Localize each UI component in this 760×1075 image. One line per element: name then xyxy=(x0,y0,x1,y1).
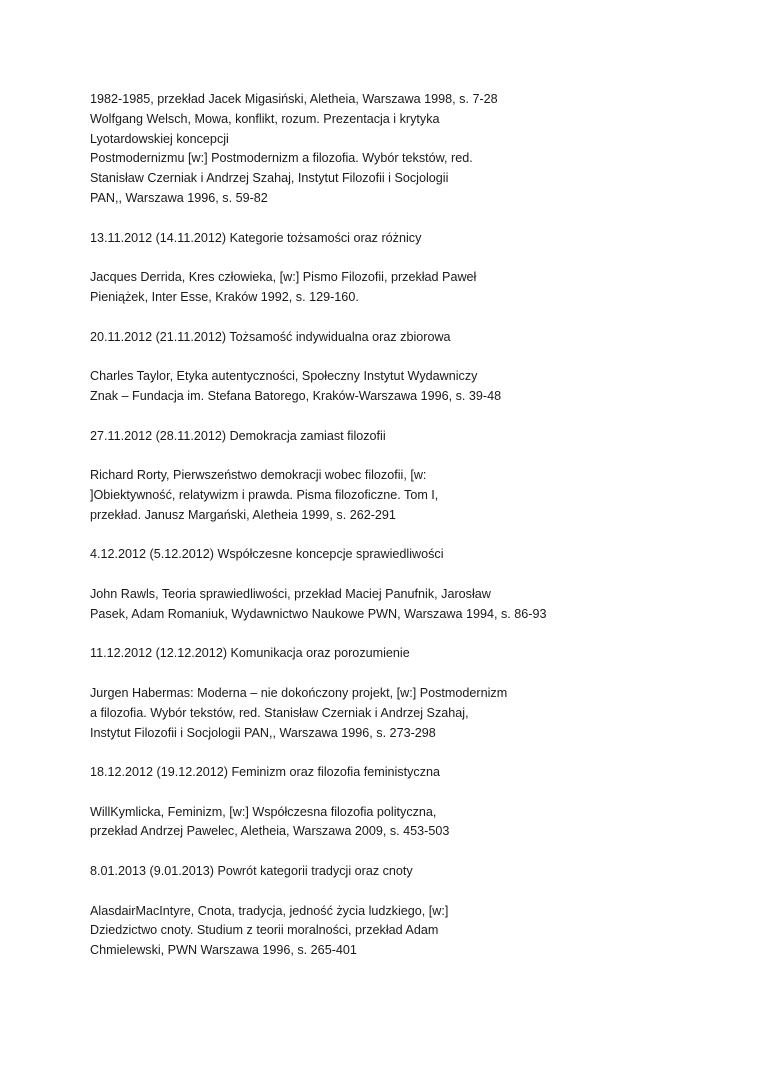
reference-line: Charles Taylor, Etyka autentyczności, Społeczny Instytut Wydawniczy xyxy=(90,369,478,384)
reference-line: ]Obiektywność, relatywizm i prawda. Pisma filozoficzne. Tom I, xyxy=(90,487,439,502)
paragraph-spacer xyxy=(90,347,730,367)
reading-reference xyxy=(90,585,730,625)
reference-line: Lyotardowskiej koncepcji xyxy=(90,131,229,146)
session-heading-line: 27.11.2012 (28.11.2012) Demokracja zamiast filozofii xyxy=(90,428,386,443)
paragraph-spacer xyxy=(90,248,730,268)
paragraph-spacer xyxy=(90,209,730,229)
reference-line: Jacques Derrida, Kres człowieka, [w:] Pismo Filozofii, przekład Paweł xyxy=(90,270,477,285)
session-heading xyxy=(90,427,730,447)
session-heading-line: 4.12.2012 (5.12.2012) Współczesne koncepcje sprawiedliwości xyxy=(90,547,444,562)
reference-line: Stanisław Czerniak i Andrzej Szahaj, Instytut Filozofii i Socjologii xyxy=(90,171,449,186)
reference-line: Pasek, Adam Romaniuk, Wydawnictwo Naukowe PWN, Warszawa 1994, s. 86-93 xyxy=(90,606,547,621)
reference-line: a filozofia. Wybór tekstów, red. Stanisław Czerniak i Andrzej Szahaj, xyxy=(90,705,469,720)
session-heading xyxy=(90,328,730,348)
paragraph-spacer xyxy=(90,842,730,862)
reference-line: Chmielewski, PWN Warszawa 1996, s. 265-401 xyxy=(90,943,357,958)
reference-line: Jurgen Habermas: Moderna – nie dokończony projekt, [w:] Postmodernizm xyxy=(90,685,508,700)
reference-line: 1982-1985, przekład Jacek Migasiński, Aletheia, Warszawa 1998, s. 7-28 xyxy=(90,92,498,106)
paragraph-spacer xyxy=(90,882,730,902)
session-heading-line: 13.11.2012 (14.11.2012) Kategorie tożsamości oraz różnicy xyxy=(90,230,422,245)
session-heading xyxy=(90,644,730,664)
reference-line: AlasdairMacIntyre, Cnota, tradycja, jedność życia ludzkiego, [w:] xyxy=(90,903,449,918)
reference-line: Instytut Filozofii i Socjologii PAN,, Warszawa 1996, s. 273-298 xyxy=(90,725,436,740)
paragraph-spacer xyxy=(90,407,730,427)
paragraph-spacer xyxy=(90,308,730,328)
reference-line: Pieniążek, Inter Esse, Kraków 1992, s. 129-160. xyxy=(90,289,359,304)
reference-line: przekład Andrzej Pawelec, Aletheia, Warszawa 2009, s. 453-503 xyxy=(90,824,450,839)
session-heading-line: 18.12.2012 (19.12.2012) Feminizm oraz filozofia feministyczna xyxy=(90,765,441,780)
reference-line: Dziedzictwo cnoty. Studium z teorii moralności, przekład Adam xyxy=(90,923,439,938)
session-heading-line: 8.01.2013 (9.01.2013) Powrót kategorii tradycji oraz cnoty xyxy=(90,864,413,879)
reading-reference xyxy=(90,90,730,209)
reference-line: przekład. Janusz Margański, Aletheia 1999, s. 262-291 xyxy=(90,507,396,522)
syllabus-reading-list xyxy=(90,90,730,961)
reference-line: Wolfgang Welsch, Mowa, konflikt, rozum. Prezentacja i krytyka xyxy=(90,111,440,126)
paragraph-spacer xyxy=(90,446,730,466)
paragraph-spacer xyxy=(90,743,730,763)
reading-reference xyxy=(90,268,730,308)
reading-reference xyxy=(90,902,730,961)
paragraph-spacer xyxy=(90,664,730,684)
reference-line: John Rawls, Teoria sprawiedliwości, przekład Maciej Panufnik, Jarosław xyxy=(90,586,491,601)
paragraph-spacer xyxy=(90,625,730,645)
session-heading xyxy=(90,862,730,882)
reference-line: Postmodernizmu [w:] Postmodernizm a filozofia. Wybór tekstów, red. xyxy=(90,151,473,166)
session-heading-line: 20.11.2012 (21.11.2012) Tożsamość indywidualna oraz zbiorowa xyxy=(90,329,451,344)
reading-reference xyxy=(90,803,730,843)
session-heading-line: 11.12.2012 (12.12.2012) Komunikacja oraz porozumienie xyxy=(90,646,410,661)
paragraph-spacer xyxy=(90,526,730,546)
paragraph-spacer xyxy=(90,565,730,585)
session-heading xyxy=(90,545,730,565)
session-heading xyxy=(90,763,730,783)
reading-reference xyxy=(90,367,730,407)
session-heading xyxy=(90,229,730,249)
reference-line: PAN,, Warszawa 1996, s. 59-82 xyxy=(90,190,268,205)
reading-reference xyxy=(90,684,730,743)
reference-line: Richard Rorty, Pierwszeństwo demokracji wobec filozofii, [w: xyxy=(90,468,427,483)
reference-line: WillKymlicka, Feminizm, [w:] Współczesna filozofia polityczna, xyxy=(90,804,437,819)
reference-line: Znak – Fundacja im. Stefana Batorego, Kraków-Warszawa 1996, s. 39-48 xyxy=(90,388,502,403)
paragraph-spacer xyxy=(90,783,730,803)
reading-reference xyxy=(90,466,730,525)
